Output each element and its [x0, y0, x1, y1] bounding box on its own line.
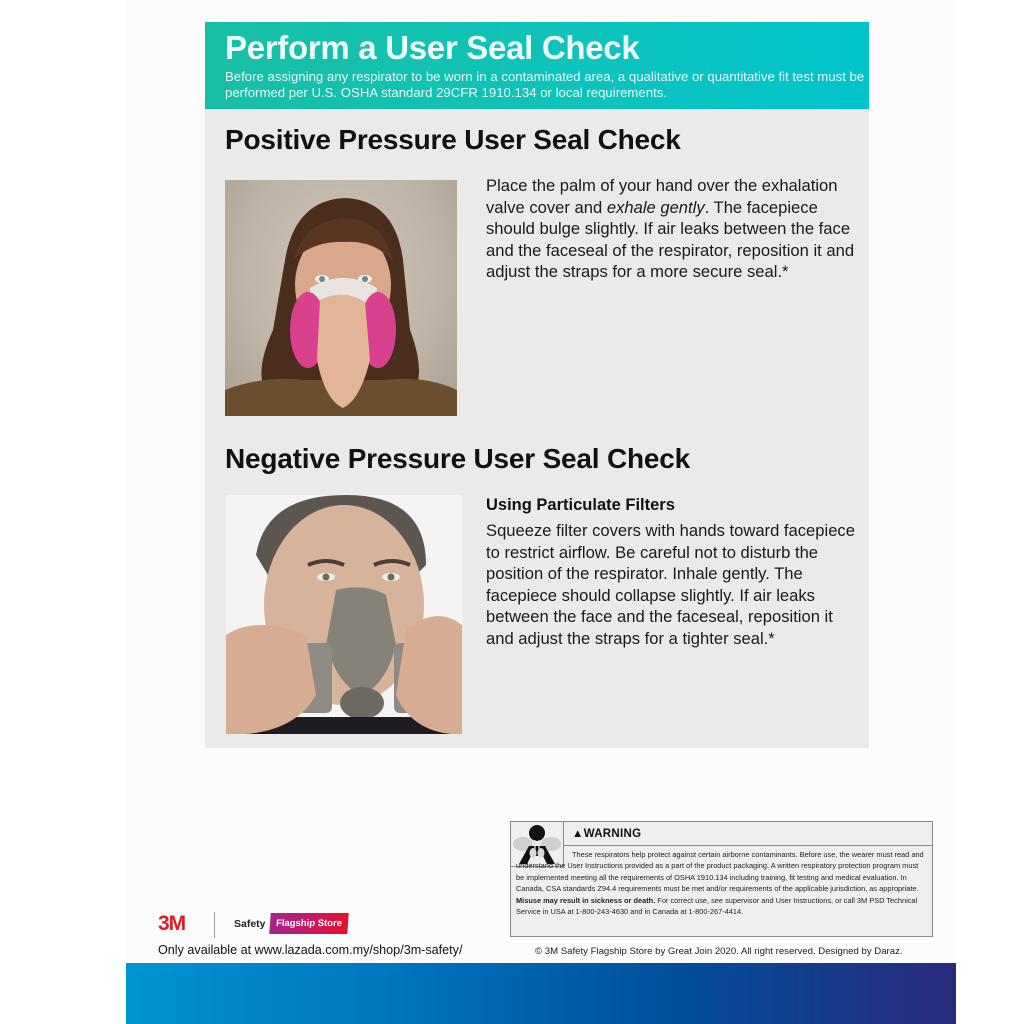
store-prefix-label: Safety: [234, 918, 266, 930]
negative-pressure-instructions: Squeeze filter covers with hands toward facepiece to restrict airflow. Be careful not to disturb the position of the respirator. Inhale gently. The facepiece should collapse slightly. If air leaks between the face and the faceseal, reposition it and adjust the straps for a tighter seal.*: [486, 521, 855, 648]
availability-link[interactable]: Only available at www.lazada.com.my/shop/3m-safety/: [158, 943, 463, 957]
positive-pressure-instructions: Place the palm of your hand over the exhalation valve cover and exhale gently. The facepiece should bulge slightly. If air leaks between the face and the faceseal of the respirator, reposition it and adjust the straps for a more secure seal.*: [486, 176, 855, 281]
copyright-notice: © 3M Safety Flagship Store by Great Join 2020. All right reserved. Designed by Daraz.: [535, 946, 903, 957]
woman-respirator-illustration: [225, 180, 457, 416]
3m-logo: 3M: [158, 912, 186, 935]
flagship-store-badge: Flagship Store: [269, 913, 348, 934]
negative-pressure-heading: Negative Pressure User Seal Check: [225, 443, 690, 474]
footer-gradient-bar: [126, 963, 956, 1024]
warning-bold-text: Misuse may result in sickness or death.: [516, 895, 656, 905]
header-banner: [205, 22, 869, 109]
banner-subtitle: Before assigning any respirator to be worn in a contaminated area, a qualitative or quantitative fit test must be performed per U.S. OSHA standard 29CFR 1910.134 or local requirements.: [225, 69, 865, 100]
warning-text: These respirators help protect against certain airborne contaminants. Before use, the wearer must read and understand the User Instructions provided as a part of the product packaging. A written respiratory protection program must be implemented meeting all the requirements of OSHA 1910.134 including training, fit testing and medical evaluation. In Canada, CSA standards Z94.4 requirements must be met and/or requirements of the applicable jurisdiction, as appropriate. Misuse may result in sickness or death. For correct use, see supervisor and User Instructions, or call 3M PSD Technical Service in USA at 1-800-243-4630 and in Canada at 1-800-267-4414.: [516, 850, 924, 917]
man-respirator-illustration: [226, 495, 462, 734]
warning-title: ▲WARNING: [564, 822, 932, 846]
positive-pressure-photo: [225, 180, 457, 416]
particulate-filters-subheading: Using Particulate Filters: [486, 496, 675, 514]
positive-pressure-heading: Positive Pressure User Seal Check: [225, 124, 681, 155]
warning-box: [510, 821, 933, 937]
page-title: Perform a User Seal Check: [225, 29, 640, 66]
emphasis-exhale-gently: exhale gently: [606, 197, 705, 217]
negative-pressure-photo: [226, 495, 462, 734]
logo-divider: [214, 912, 215, 938]
warning-triangle-icon: ▲: [572, 828, 584, 840]
